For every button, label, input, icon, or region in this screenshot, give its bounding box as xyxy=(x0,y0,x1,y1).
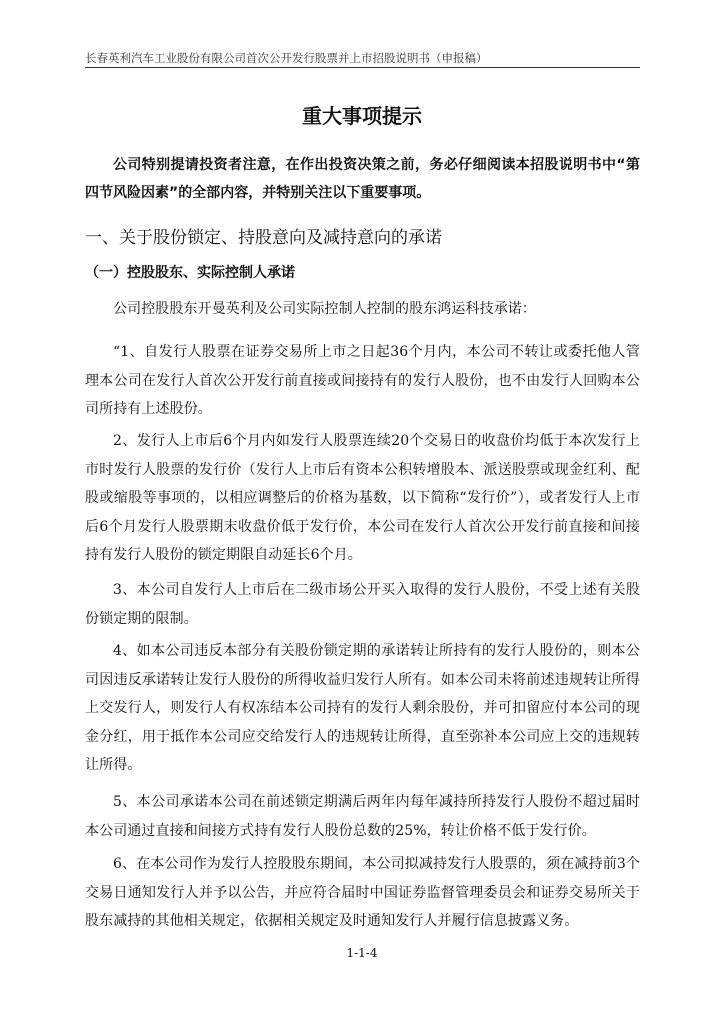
header-divider xyxy=(85,67,640,68)
subsection-heading: （一）控股股东、实际控制人承诺 xyxy=(85,265,295,281)
intro-paragraph: 公司特别提请投资者注意，在作出投资决策之前，务必仔细阅读本招股说明书中“第四节风险因素”的全部内容，并特别关注以下重要事项。 xyxy=(85,157,640,201)
body-paragraph: 4、如本公司违反本部分有关股份锁定期的承诺转让所持有的发行人股份的，则本公司因违反承诺转让发行人股份的所得收益归发行人所有。如本公司未将前述违规转让所得上交发行人，则发行人有权冻结本公司持有的发行人剩余股份，并可扣留应付本公司的现金分红，用于抵作本公司应交给发行人的违规转让所得，直至弥补本公司应上交的违规转让所得。 xyxy=(85,643,640,774)
body-paragraph: 2、发行人上市后6个月内如发行人股票连续20个交易日的收盘价均低于本次发行上市时发行人股票的发行价（发行人上市后有资本公积转增股本、派送股票或现金红利、配股或缩股等事项的，以相应调整后的价格为基数，以下简称“发行价”），或者发行人上市后6个月发行人股票期末收盘价低于发行价，本公司在发行人首次公开发行前直接和间接持有发行人股份的锁定期限自动延长6个月。 xyxy=(85,433,640,564)
body-paragraph: 公司控股股东开曼英利及公司实际控制人控制的股东鸿运科技承诺： xyxy=(113,301,536,317)
body-paragraph: 6、在本公司作为发行人控股股东期间，本公司拟减持发行人股票的，须在减持前3个交易日通知发行人并予以公告，并应符合届时中国证券监督管理委员会和证券交易所关于股东减持的其他相关规定，依据相关规定及时通知发行人并履行信息披露义务。 xyxy=(85,856,640,930)
section-heading: 一、关于股份锁定、持股意向及减持意向的承诺 xyxy=(85,228,442,248)
page-number: 1-1-4 xyxy=(346,946,378,960)
body-paragraph: 3、本公司自发行人上市后在二级市场公开买入取得的发行人股份，不受上述有关股份锁定期的限制。 xyxy=(85,582,640,627)
body-paragraph: 5、本公司承诺本公司在前述锁定期满后两年内每年减持所持发行人股份不超过届时本公司通过直接和间接方式持有发行人股份总数的25%，转让价格不低于发行价。 xyxy=(85,794,640,839)
page-title: 重大事项提示 xyxy=(302,104,422,128)
body-paragraph: “1、自发行人股票在证券交易所上市之日起36个月内，本公司不转让或委托他人管理本公司在发行人首次公开发行前直接或间接持有的发行人股份，也不由发行人回购本公司所持有上述股份。 xyxy=(85,344,640,418)
running-header: 长春英利汽车工业股份有限公司首次公开发行股票并上市招股说明书（申报稿） xyxy=(85,51,488,65)
